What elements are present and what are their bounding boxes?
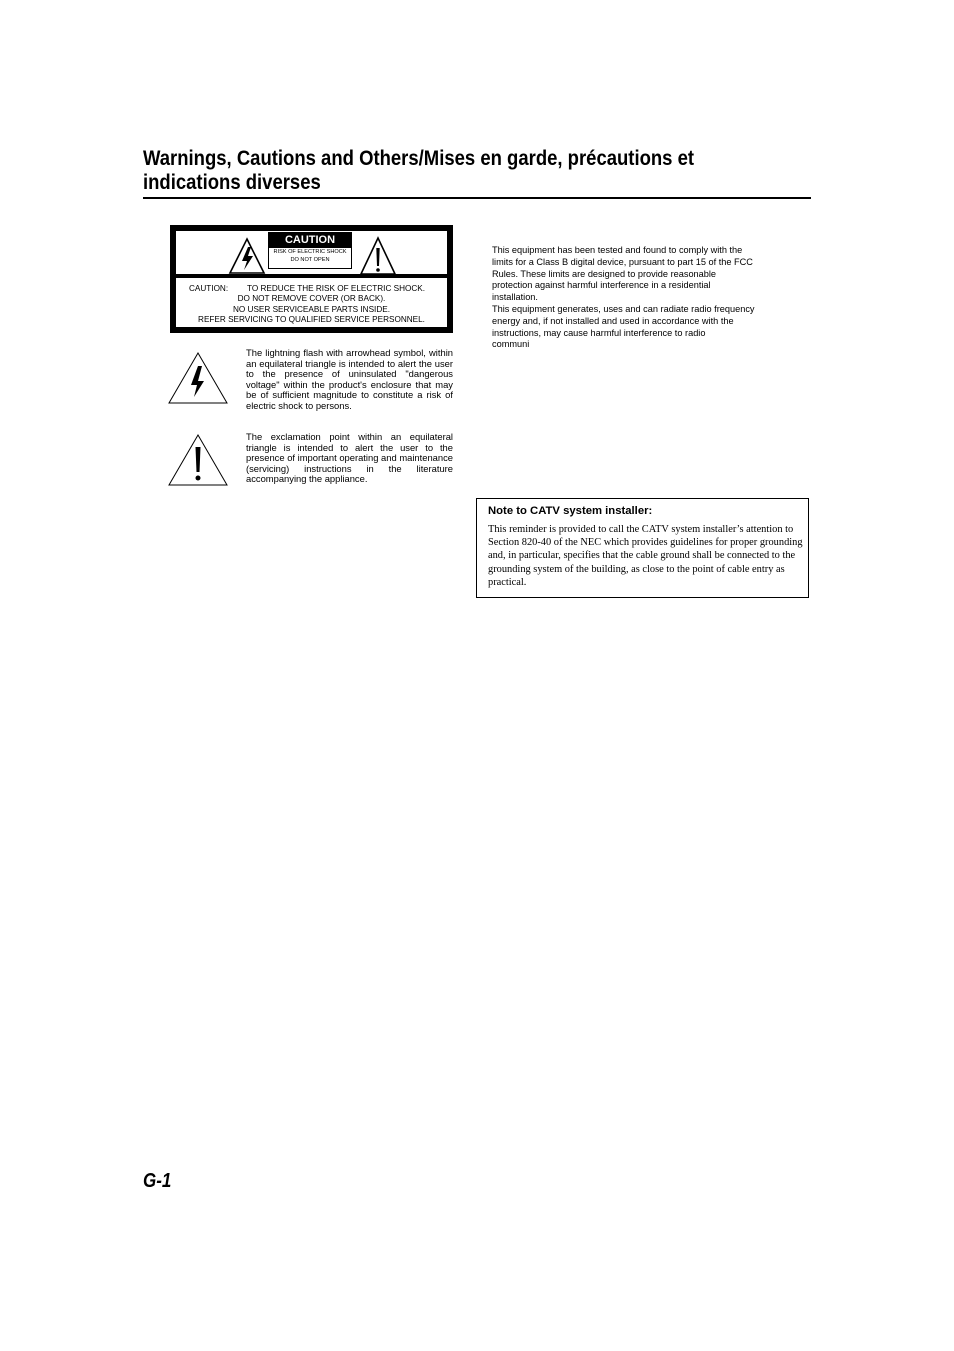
caution-sub-2: DO NOT OPEN	[290, 257, 330, 263]
page-title	[143, 146, 717, 194]
caution-label-top	[176, 231, 447, 274]
catv-note	[476, 498, 809, 598]
exclamation-warning-icon	[359, 236, 397, 276]
caution-line-2: DO NOT REMOVE COVER (OR BACK).	[237, 294, 386, 304]
caution-line-1: TO REDUCE THE RISK OF ELECTRIC SHOCK.	[247, 284, 426, 293]
caution-label-bottom	[176, 278, 447, 327]
exclamation-symbol-text: The exclamation point within an equilateral triangle is intended to alert the user to the presence of important operating and maintenance (servicing) instructions in the literature accompanying the appliance.	[246, 431, 453, 484]
page-number: G-1	[143, 1170, 172, 1192]
exclamation-triangle-icon	[167, 432, 229, 486]
caution-line-4: REFER SERVICING TO QUALIFIED SERVICE PERSONNEL.	[198, 314, 425, 324]
caution-sub-1: RISK OF ELECTRIC SHOCK	[273, 249, 347, 255]
page-title-line-2: indications diverses	[143, 170, 321, 194]
page-title-line-1: Warnings, Cautions and Others/Mises en garde, précautions et	[143, 146, 695, 170]
lightning-symbol-text: The lightning flash with arrowhead symbol, within an equilateral triangle is intended to alert the user to the presence of uninsulated "dangerous voltage" within the product's enclosure that may be of sufficient magnitude to constitute a risk of electric shock to persons.	[246, 347, 453, 411]
caution-heading: CAUTION	[269, 233, 351, 248]
caution-message	[180, 284, 443, 325]
title-rule	[143, 197, 811, 199]
lightning-triangle-icon	[167, 350, 229, 404]
catv-note-title: Note to CATV system installer:	[488, 505, 653, 517]
caution-box	[268, 232, 352, 269]
caution-label	[170, 225, 453, 333]
fcc-statement: This equipment has been tested and found to comply with the limits for a Class B digital device, pursuant to part 15 of the FCC Rules. These limits are designed to provide reasonable protection against harmful interference in a residential installation. This equipment generates, uses and can radiate radio frequency energy and, if not installed and used in accordance with the instructions, may cause harmful interference to radio communi	[492, 245, 755, 350]
caution-prefix: CAUTION:	[189, 284, 229, 293]
caution-line-3: NO USER SERVICEABLE PARTS INSIDE.	[233, 304, 390, 314]
catv-note-body: This reminder is provided to call the CATV system installer’s attention to Section 820-40 of the NEC which provides guidelines for proper grounding and, in particular, specifies that the cable ground shall be connected to the grounding system of the building, as close to the point of cable entry as practical.	[488, 524, 803, 588]
lightning-warning-icon	[228, 237, 266, 275]
